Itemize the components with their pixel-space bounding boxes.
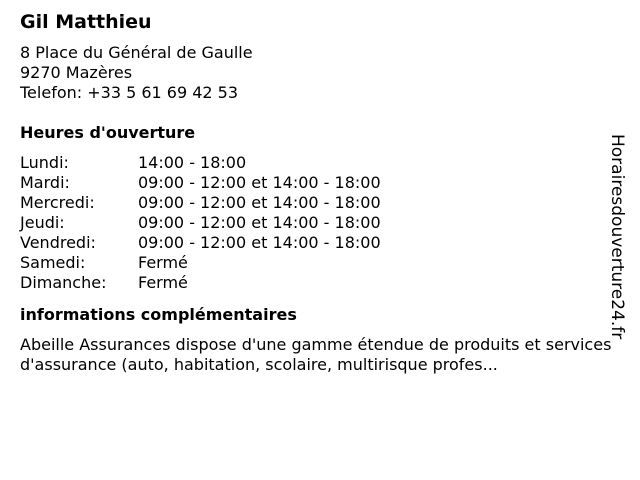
day-hours: 09:00 - 12:00 et 14:00 - 18:00 bbox=[138, 233, 381, 252]
day-label: Samedi: bbox=[20, 253, 86, 272]
business-name: Gil Matthieu bbox=[20, 11, 152, 33]
phone-number: Telefon: +33 5 61 69 42 53 bbox=[20, 83, 239, 102]
day-label: Vendredi: bbox=[20, 233, 96, 252]
site-watermark: Horairesdouverture24.fr bbox=[607, 134, 627, 340]
hours-row-friday bbox=[20, 233, 381, 253]
day-label: Lundi: bbox=[20, 153, 69, 172]
day-hours: 09:00 - 12:00 et 14:00 - 18:00 bbox=[138, 213, 381, 232]
hours-row-thursday bbox=[20, 213, 381, 233]
day-hours: 14:00 - 18:00 bbox=[138, 153, 247, 172]
postal-city: 9270 Mazères bbox=[20, 63, 133, 82]
additional-info-heading: informations complémentaires bbox=[20, 305, 297, 324]
business-card bbox=[20, 10, 620, 375]
day-label: Mardi: bbox=[20, 173, 70, 192]
day-label: Mercredi: bbox=[20, 193, 95, 212]
day-label: Jeudi: bbox=[20, 213, 65, 232]
day-label: Dimanche: bbox=[20, 273, 107, 292]
hours-row-sunday bbox=[20, 273, 381, 293]
hours-row-monday bbox=[20, 153, 381, 173]
address-block bbox=[20, 43, 620, 103]
opening-hours-table bbox=[20, 153, 381, 293]
additional-info-text: Abeille Assurances dispose d'une gamme étendue de produits et services d'assurance (auto, habitation, scolaire, multirisque profes... bbox=[20, 335, 612, 374]
hours-row-tuesday bbox=[20, 173, 381, 193]
day-hours: 09:00 - 12:00 et 14:00 - 18:00 bbox=[138, 173, 381, 192]
day-hours: Fermé bbox=[138, 253, 188, 272]
day-hours: 09:00 - 12:00 et 14:00 - 18:00 bbox=[138, 193, 381, 212]
hours-row-saturday bbox=[20, 253, 381, 273]
opening-hours-heading: Heures d'ouverture bbox=[20, 123, 196, 142]
hours-row-wednesday bbox=[20, 193, 381, 213]
day-hours: Fermé bbox=[138, 273, 188, 292]
street-address: 8 Place du Général de Gaulle bbox=[20, 43, 253, 62]
